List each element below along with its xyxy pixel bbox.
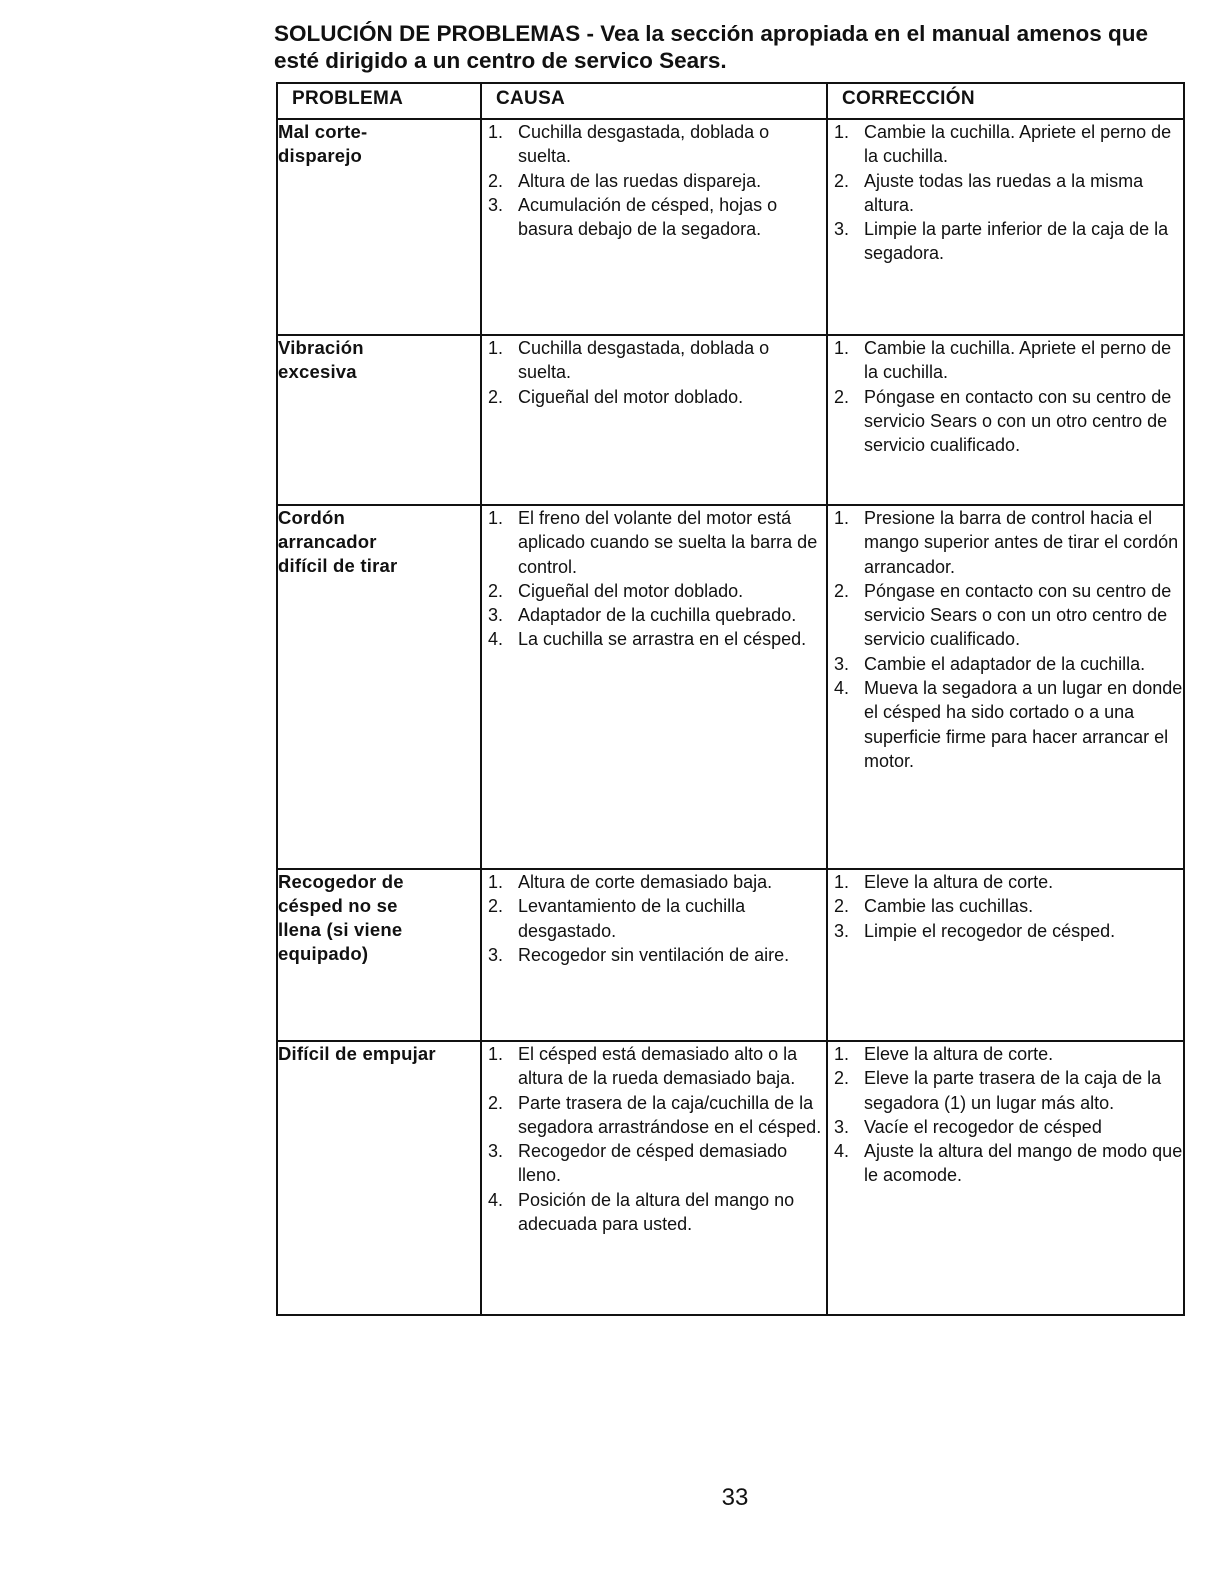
correction-list: [828, 506, 1183, 773]
correction-item-text: Limpie la parte inferior de la caja de la segadora.: [864, 219, 1169, 264]
cause-item-text: Altura de corte demasiado baja.: [518, 872, 773, 892]
cause-item-text: Cuchilla desgastada, doblada o suelta.: [518, 122, 770, 167]
cause-item-number: 2.: [488, 170, 504, 191]
correction-item: [828, 336, 1183, 385]
cause-cell: [481, 1041, 827, 1315]
cause-item-number: 1.: [488, 1044, 504, 1064]
correction-item-number: 3.: [834, 920, 850, 941]
correction-item: [828, 652, 1183, 676]
cause-item-number: 2.: [488, 1092, 504, 1113]
table-row: [277, 505, 1184, 869]
page-number: 33: [721, 1484, 749, 1511]
correction-item-number: 2.: [834, 896, 850, 917]
correction-item-number: 1.: [834, 508, 850, 528]
cause-list: [482, 870, 826, 967]
correction-cell: [827, 869, 1184, 1041]
cause-item-text: El freno del volante del motor está aplicado cuando se suelta la barra de control.: [518, 508, 818, 577]
cause-item-number: 3.: [488, 194, 504, 215]
cause-item: [482, 579, 826, 603]
correction-item-text: Ajuste la altura del mango de modo que le acomode.: [864, 1141, 1183, 1186]
cause-item-text: Acumulación de césped, hojas o basura debajo de la segadora.: [518, 194, 778, 240]
correction-list: [828, 870, 1183, 943]
cause-column-header: CAUSA: [481, 83, 827, 119]
correction-item-text: Presione la barra de control hacia el mango superior antes de tirar el cordón arrancador.: [864, 508, 1179, 577]
correction-list: [828, 336, 1183, 457]
correction-item: [828, 169, 1183, 218]
cause-item: [482, 603, 826, 627]
cause-item: [482, 1188, 826, 1237]
correction-item-text: Póngase en contacto con su centro de servicio Sears o con un otro centro de servicio cualificado.: [864, 386, 1172, 456]
header-row: [277, 83, 1184, 119]
table-row: [277, 119, 1184, 335]
correction-item-text: Eleve la parte trasera de la caja de la segadora (1) un lugar más alto.: [864, 1068, 1162, 1113]
correction-item-number: 4.: [834, 1141, 850, 1162]
table-body: [277, 119, 1184, 1315]
problem-cell: Vibración excesiva: [277, 335, 481, 505]
correction-cell: [827, 335, 1184, 505]
cause-item: [482, 120, 826, 169]
correction-item-number: 2.: [834, 170, 850, 191]
correction-item: [828, 1042, 1183, 1066]
correction-item: [828, 120, 1183, 169]
correction-item-text: Cambie la cuchilla. Apriete el perno de la cuchilla.: [864, 338, 1172, 383]
correction-item: [828, 506, 1183, 579]
cause-item: [482, 1139, 826, 1188]
cause-item-number: 4.: [488, 629, 504, 650]
correction-item-text: Cambie el adaptador de la cuchilla.: [864, 653, 1146, 674]
correction-item-text: Eleve la altura de corte.: [864, 1044, 1054, 1064]
cause-item-number: 3.: [488, 1141, 504, 1162]
correction-item-text: Cambie la cuchilla. Apriete el perno de la cuchilla.: [864, 122, 1172, 167]
cause-item-number: 3.: [488, 944, 504, 965]
correction-item: [828, 676, 1183, 773]
problem-cell: Difícil de empujar: [277, 1041, 481, 1315]
correction-cell: [827, 1041, 1184, 1315]
cause-item: [482, 870, 826, 894]
cause-item: [482, 894, 826, 943]
problem-cell: Cordón arrancador difícil de tirar: [277, 505, 481, 869]
correction-item-number: 3.: [834, 653, 850, 674]
correction-item-number: 1.: [834, 122, 850, 142]
correction-item-text: Eleve la altura de corte.: [864, 872, 1054, 892]
correction-item-number: 2.: [834, 1068, 850, 1089]
cause-item-text: La cuchilla se arrastra en el césped.: [518, 629, 807, 650]
cause-item-text: Recogedor sin ventilación de aire.: [518, 944, 790, 965]
correction-item: [828, 385, 1183, 458]
cause-item-number: 3.: [488, 605, 504, 626]
problem-cell: Mal corte- disparejo: [277, 119, 481, 335]
correction-item-number: 1.: [834, 872, 850, 892]
correction-item-text: Limpie el recogedor de césped.: [864, 920, 1116, 941]
correction-item: [828, 894, 1183, 918]
cause-item-text: Levantamiento de la cuchilla desgastado.: [518, 896, 746, 941]
correction-item: [828, 1066, 1183, 1115]
correction-item-number: 2.: [834, 386, 850, 407]
correction-item-number: 4.: [834, 678, 850, 699]
page-heading: SOLUCIÓN DE PROBLEMAS - Vea la sección apropiada en el manual amenos que esté dirigido a un centro de servico Sears.: [274, 21, 1148, 73]
cause-item-text: Cigueñal del motor doblado.: [518, 386, 744, 407]
table-row: [277, 335, 1184, 505]
correction-item: [828, 1139, 1183, 1188]
correction-item-number: 3.: [834, 1116, 850, 1137]
troubleshooting-table: [276, 82, 1185, 1316]
cause-item-number: 1.: [488, 872, 504, 892]
correction-item-text: Ajuste todas las ruedas a la misma altura.: [864, 170, 1144, 215]
cause-item: [482, 943, 826, 967]
correction-cell: [827, 505, 1184, 869]
correction-column-header: CORRECCIÓN: [827, 83, 1184, 119]
cause-list: [482, 506, 826, 652]
correction-item-number: 2.: [834, 580, 850, 601]
correction-item: [828, 579, 1183, 652]
cause-cell: [481, 335, 827, 505]
correction-item-text: Mueva la segadora a un lugar en donde el césped ha sido cortado o a una superficie firme para hacer arrancar el motor.: [864, 678, 1183, 771]
cause-item-text: Adaptador de la cuchilla quebrado.: [518, 605, 797, 626]
table-row: [277, 869, 1184, 1041]
cause-item: [482, 506, 826, 579]
table-row: [277, 1041, 1184, 1315]
correction-list: [828, 1042, 1183, 1188]
cause-item: [482, 193, 826, 242]
cause-item: [482, 169, 826, 193]
cause-list: [482, 1042, 826, 1236]
cause-list: [482, 336, 826, 409]
cause-item-text: El césped está demasiado alto o la altura de la rueda demasiado baja.: [518, 1044, 798, 1089]
correction-item-number: 1.: [834, 1044, 850, 1064]
cause-item-text: Parte trasera de la caja/cuchilla de la segadora arrastrándose en el césped.: [518, 1092, 822, 1137]
correction-item: [828, 919, 1183, 943]
correction-item-text: Póngase en contacto con su centro de servicio Sears o con un otro centro de servicio cualificado.: [864, 580, 1172, 650]
cause-item: [482, 1042, 826, 1091]
cause-item-number: 2.: [488, 580, 504, 601]
cause-cell: [481, 869, 827, 1041]
cause-cell: [481, 505, 827, 869]
cause-item-number: 1.: [488, 338, 504, 358]
cause-item-text: Cuchilla desgastada, doblada o suelta.: [518, 338, 770, 383]
correction-item: [828, 1115, 1183, 1139]
correction-item: [828, 217, 1183, 266]
correction-item-number: 3.: [834, 219, 850, 240]
correction-item-text: Vacíe el recogedor de césped: [864, 1116, 1102, 1137]
problem-column-header: PROBLEMA: [277, 83, 481, 119]
cause-list: [482, 120, 826, 241]
cause-item-text: Altura de las ruedas dispareja.: [518, 170, 762, 191]
cause-item: [482, 385, 826, 409]
cause-item-text: Posición de la altura del mango no adecuada para usted.: [518, 1189, 795, 1235]
cause-item: [482, 336, 826, 385]
cause-item-number: 1.: [488, 122, 504, 142]
problem-cell: Recogedor de césped no se llena (si viene equipado): [277, 869, 481, 1041]
correction-cell: [827, 119, 1184, 335]
correction-item-text: Cambie las cuchillas.: [864, 896, 1034, 917]
cause-item: [482, 627, 826, 651]
correction-item: [828, 870, 1183, 894]
cause-item-number: 4.: [488, 1189, 504, 1210]
cause-item-number: 2.: [488, 896, 504, 917]
correction-list: [828, 120, 1183, 266]
cause-item-number: 1.: [488, 508, 504, 528]
correction-item-number: 1.: [834, 338, 850, 358]
cause-item-number: 2.: [488, 386, 504, 407]
cause-item-text: Cigueñal del motor doblado.: [518, 580, 744, 601]
cause-item-text: Recogedor de césped demasiado lleno.: [518, 1141, 788, 1186]
cause-item: [482, 1091, 826, 1140]
cause-cell: [481, 119, 827, 335]
